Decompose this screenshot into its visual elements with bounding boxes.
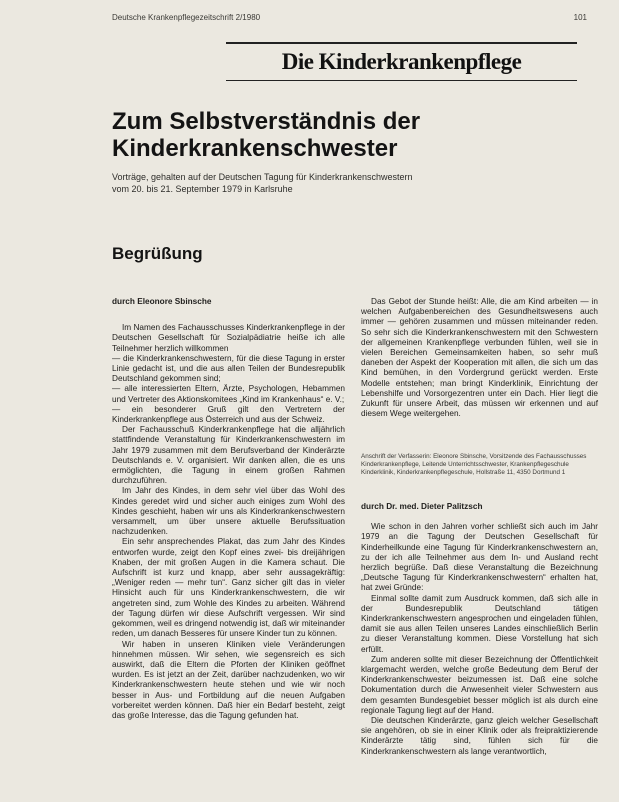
right-column-top (361, 297, 598, 419)
right-column-bottom (361, 502, 598, 757)
paragraph: — die Kinderkrankenschwestern, für die diese Tagung in erster Linie gedacht ist, und die aus allen Teilen der Bundesrepublik Deutschland gekommen sind; (112, 353, 345, 384)
author-address-footnote: Anschrift der Verfasserin: Eleonore Sbinsche, Vorsitzende des Fachausschusses Kinderkrankenpflege, Leitende Unterrichtsschwester, Krankenpflegeschule Kinderklinik, Kinderkrankenpflegeschule, Hollstraße 11, 4350 Dortmund 1 (361, 453, 587, 476)
paragraph: Zum anderen sollte mit dieser Bezeichnung der Öffentlichkeit klargemacht werden, welche große Bedeutung dem Beruf der Kinderkrankenschwester beizumessen ist. Daß eine solche Dokumentation durch die Anwesenheit vieler Schwestern aus dem gesamten Bundesgebiet besser möglich ist als durch eine regionale Tagung liegt auf der Hand. (361, 654, 598, 715)
section-banner (226, 42, 577, 81)
paragraph: Das Gebot der Stunde heißt: Alle, die am Kind arbeiten — in welchen Aufgabenbereichen des Gesundheitswesens auch immer — gehören zusammen und müssen miteinander reden. So sehr sich die Kinderkrankenschwestern mit den Schwestern der allgemeinen Krankenpflege verbunden fühlen, weil sie in vielen Bereichen Gemeinsamkeiten haben, so sehr muß daneben der Aspekt der Kooperation mit allen, die sich um das Kind bemühen, in den Vordergrund gerückt werden. Erste Modelle entstehen; man bringt Kinderklinik, Einrichtung der Lebenshilfe und Vorsorgezentren unter ein Dach. Hier liegt die Zukunft für unsere Arbeit, das müssen wir erkennen und auf diesem Wege weitergehen. (361, 297, 598, 419)
paragraph: Ein sehr ansprechendes Plakat, das zum Jahr des Kindes entworfen wurde, zeigt den Kopf eines zwei- bis dreijährigen Knaben, der mit großen Augen in die Kamera schaut. Die Aufschrift ist kurz und knapp, aber sehr aussagekräftig: „Weniger reden — mehr tun“. Ganz sicher gilt das in vieler Hinsicht auch für uns Kinderkrankenschwestern, die wir angetreten sind, zum Wohle des Kindes zu arbeiten. Während der Tagung dürfen wir diese Aufschrift vergessen. Wir sind gekommen, weil es dringend notwendig ist, daß wir miteinander reden, um danach Besseres für unsere Kinder tun zu können. (112, 537, 345, 639)
paragraph: Wir haben in unseren Kliniken viele Veränderungen hinnehmen müssen. Wir sehen, wie segensreich es sich auswirkt, daß die Eltern die Pforten der Kliniken geöffnet wurden. Es ist jetzt an der Zeit, darüber nachzudenken, wo wir Kinderkrankenschwestern heute stehen und wie wir noch besser in Aus- und Fortbildung auf die neuen Aufgaben vorbereitet werden können. Daß hier ein Bedarf besteht, zeigt das große Interesse, das die Tagung gefunden hat. (112, 639, 345, 720)
running-head (112, 13, 587, 25)
article-title-line-1: Zum Selbstverständnis der (112, 108, 421, 135)
section-banner-title: Die Kinderkrankenpflege (281, 49, 522, 74)
page-number: 101 (573, 13, 587, 22)
paragraph: Die deutschen Kinderärzte, ganz gleich welcher Gesellschaft sie angehören, ob sie in einer Klinik oder als freipraktizierende Kinderärzte tätig sind, fühlen sich für die Kinderkrankenschwestern als lange verantwortlich, (361, 716, 598, 756)
paragraph: Im Jahr des Kindes, in dem sehr viel über das Wohl des Kindes geredet wird und sicher auch einiges zum Wohl des Kindes geschieht, haben wir uns als Kinderkrankenschwestern versammelt, um über unsere aktuelle Berufssituation nachzudenken. (112, 486, 345, 537)
article-subtitle (112, 171, 532, 195)
paragraph: Einmal sollte damit zum Ausdruck kommen, daß sich alle in der Bundesrepublik Deutschland tätigen Kinderkrankenschwestern angesprochen und eingeladen fühlen, damit sie aus allen Teilen unseres Landes einschließlich Berlin zu dieser Veranstaltung kommen. Diese Vorstellung hat sich erfüllt. (361, 593, 598, 654)
right-column-byline: durch Dr. med. Dieter Palitzsch (361, 502, 483, 511)
article-subtitle-line-2: vom 20. bis 21. September 1979 in Karlsruhe (112, 184, 293, 194)
article-title (112, 108, 552, 162)
paragraph: — ein besonderer Gruß gilt den Vertretern der Kinderkrankenpflege aus Österreich und aus der Schweiz. (112, 404, 345, 425)
paragraph: Wie schon in den Jahren vorher schließt sich auch im Jahr 1979 an die Tagung der Deutschen Gesellschaft für Kinderheilkunde eine Tagung für Kinderkrankenschwestern an, zu der ich alle Teilnehmer aus dem In- und Ausland recht herzlich begrüße. Daß diese Veranstaltung die Bezeichnung „Deutsche Tagung für Kinderkrankenschwestern“ erhalten hat, hat zwei Gründe: (361, 522, 598, 593)
article-subtitle-line-1: Vorträge, gehalten auf der Deutschen Tagung für Kinderkrankenschwestern (112, 172, 413, 182)
section-heading: Begrüßung (112, 244, 203, 263)
left-column-byline: durch Eleonore Sbinsche (112, 297, 212, 306)
article-title-line-2: Kinderkrankenschwester (112, 135, 398, 162)
left-column (112, 297, 345, 721)
journal-name: Deutsche Krankenpflegezeitschrift 2/1980 (112, 13, 261, 22)
paragraph: — alle interessierten Eltern, Ärzte, Psychologen, Hebammen und Vertreter des Aktionskomitees „Kind im Krankenhaus“ e. V.; (112, 384, 345, 404)
paragraph: Der Fachausschuß Kinderkrankenpflege hat die alljährlich stattfindende Veranstaltung für Kinderkrankenschwestern im Jahr 1979 zusammen mit dem Berufsverband der Kinderärzte Deutschlands e. V. organisiert. Wir danken allen, die es uns ermöglichten, die Tagung in einem großen Rahmen durchzuführen. (112, 425, 345, 486)
paragraph: Im Namen des Fachausschusses Kinderkrankenpflege in der Deutschen Gesellschaft für Sozialpädiatrie heiße ich alle Teilnehmer herzlich willkommen (112, 323, 345, 353)
